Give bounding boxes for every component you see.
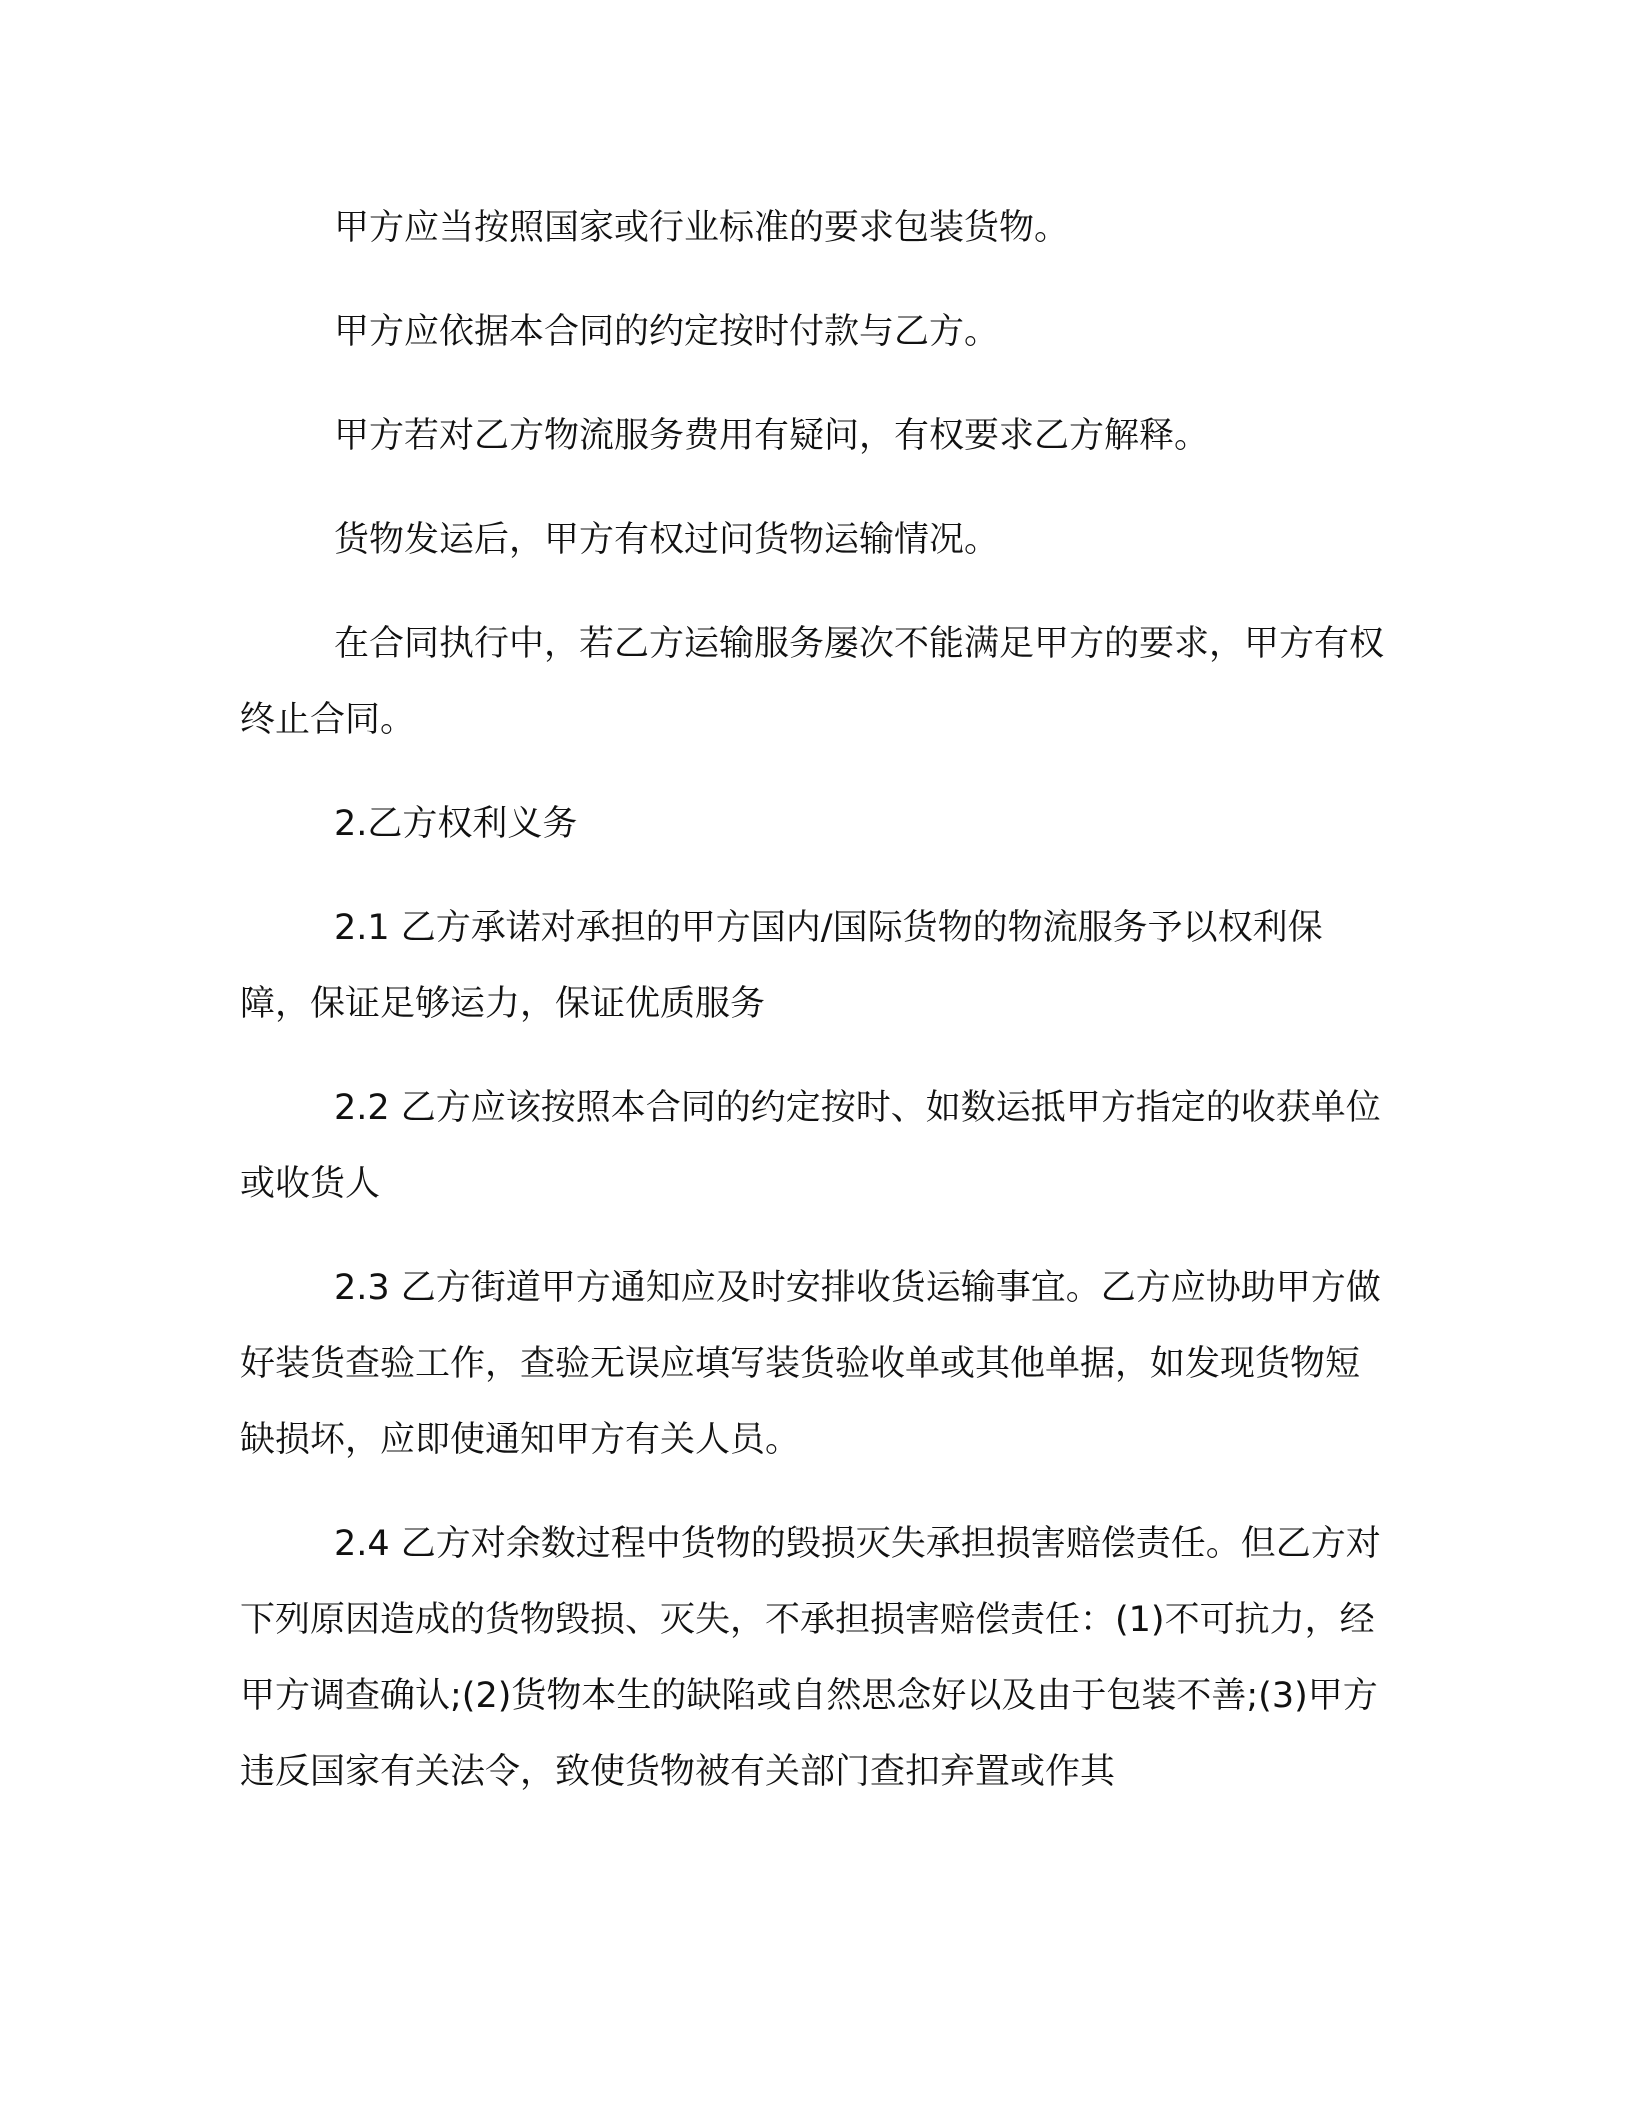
clause-2-3: 2.3 乙方街道甲方通知应及时安排收货运输事宜。乙方应协助甲方做好装货查验工作，查验无误应填写装货验收单或其他单据，如发现货物短缺损坏，应即使通知甲方有关人员。 xyxy=(240,1268,1381,1460)
paragraph-fee-inquiry: 甲方若对乙方物流服务费用有疑问，有权要求乙方解释。 xyxy=(334,416,1210,456)
paragraph-packaging: 甲方应当按照国家或行业标准的要求包装货物。 xyxy=(334,208,1070,248)
paragraph-termination: 在合同执行中，若乙方运输服务屡次不能满足甲方的要求，甲方有权终止合同。 xyxy=(240,624,1385,740)
clause-2-2: 2.2 乙方应该按照本合同的约定按时、如数运抵甲方指定的收获单位或收货人 xyxy=(240,1088,1381,1204)
paragraph-shipment-inquiry: 货物发运后，甲方有权过问货物运输情况。 xyxy=(334,520,1000,560)
section-heading-party-b: 2.乙方权利义务 xyxy=(334,804,578,844)
clause-2-4: 2.4 乙方对余数过程中货物的毁损灭失承担损害赔偿责任。但乙方对下列原因造成的货物毁损、灭失，不承担损害赔偿责任：(1)不可抗力，经甲方调查确认;(2)货物本生的缺陷或自然思念好以及由于包装不善;(3)甲方违反国家有关法令，致使货物被有关部门查扣弃置或作其 xyxy=(240,1524,1381,1792)
clause-2-1: 2.1 乙方承诺对承担的甲方国内/国际货物的物流服务予以权利保障，保证足够运力，保证优质服务 xyxy=(240,908,1323,1024)
document-body xyxy=(240,190,1385,1810)
paragraph-payment: 甲方应依据本合同的约定按时付款与乙方。 xyxy=(334,312,1000,352)
